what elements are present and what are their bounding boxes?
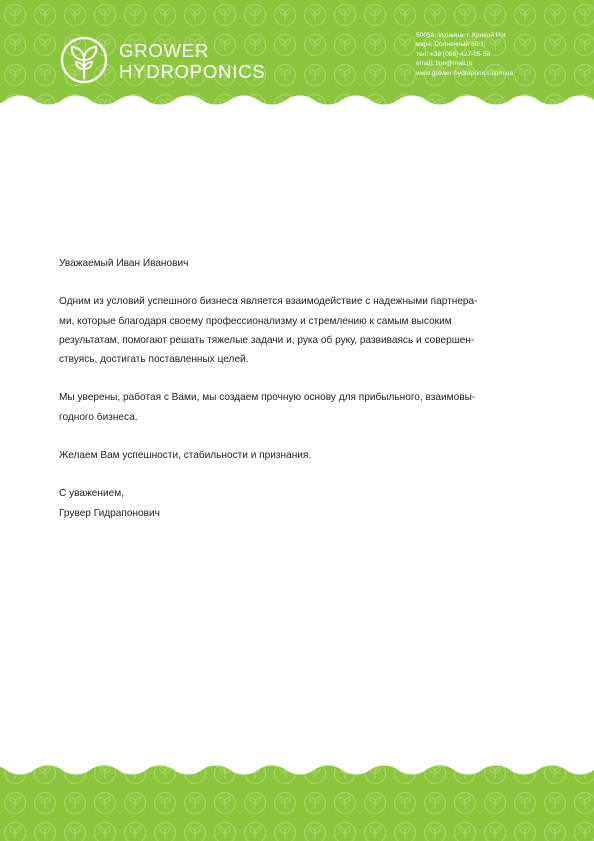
paragraph-line: Одним из условий успешного бизнеса является взаимодействие с надежными партнера-	[59, 296, 478, 308]
brand-line-1: GROWER	[119, 40, 210, 61]
brand-line-2: HYDROPONICS	[119, 61, 266, 82]
letterhead-footer	[0, 758, 594, 841]
paragraph-line: годного бизнеса.	[59, 411, 138, 423]
sprout-leaf-icon	[59, 35, 115, 85]
contact-address: 50056, Украина, г. Кривой Рог	[416, 32, 507, 39]
contact-email: email: flue@mail.ru	[416, 60, 473, 68]
paragraph-line: ми, которые благодаря своему профессионализму и стремлению к самым высоким	[59, 315, 452, 327]
letter-signature: Грувер Гидрапонович	[59, 507, 160, 519]
contact-phone: тел: +38 (098) 427-05-58	[416, 50, 491, 58]
contact-district: мкрн. Солнечный 60/1	[416, 41, 484, 49]
letter-paragraph-1	[59, 292, 549, 369]
letter-body	[59, 254, 549, 523]
contact-block	[416, 31, 513, 78]
letter-paragraph-2	[59, 388, 549, 426]
letter-closing: С уважением,	[59, 488, 124, 500]
paragraph-line: результатам, помогают решать тяжелые задачи и, рука об руку, развиваясь и совершен-	[59, 334, 475, 346]
brand-name	[119, 40, 266, 82]
contact-website: www.grower-hydroponics.com.ua	[416, 69, 514, 77]
footer-green-band	[0, 758, 594, 841]
paragraph-line: Мы уверены, работая с Вами, мы создаем прочную основу для прибыльного, взаимовы-	[59, 392, 476, 404]
paragraph-line: ствуясь, достигать поставленных целей.	[59, 354, 249, 365]
letter-paragraph-3: Желаем Вам успешности, стабильности и признания.	[59, 449, 312, 461]
letter-greeting: Уважаемый Иван Иванович	[59, 258, 189, 269]
letterhead-header	[0, 0, 594, 112]
